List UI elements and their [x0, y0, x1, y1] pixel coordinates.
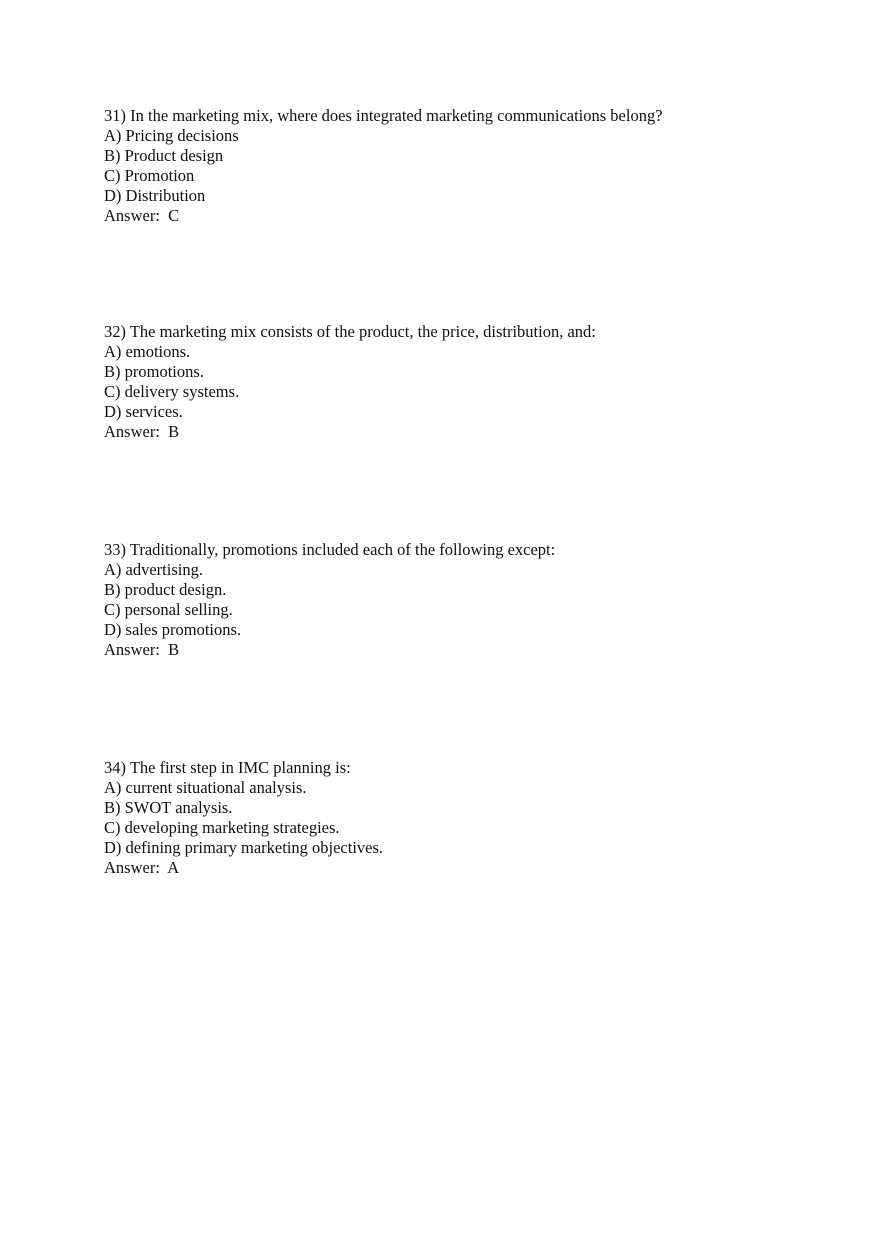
- option-a: A) current situational analysis.: [104, 778, 307, 797]
- option-c: C) Promotion: [104, 166, 195, 185]
- answer: Answer: C: [104, 206, 180, 225]
- option-d: D) sales promotions.: [104, 620, 242, 639]
- question-32: [104, 322, 804, 442]
- option-d: D) Distribution: [104, 186, 206, 205]
- question-stem: 34) The first step in IMC planning is:: [104, 758, 351, 777]
- answer: Answer: B: [104, 640, 180, 659]
- option-a: A) advertising.: [104, 560, 203, 579]
- question-stem: 32) The marketing mix consists of the product, the price, distribution, and:: [104, 322, 596, 341]
- option-a: A) Pricing decisions: [104, 126, 239, 145]
- option-b: B) SWOT analysis.: [104, 798, 233, 817]
- option-c: C) personal selling.: [104, 600, 233, 619]
- question-31: [104, 106, 804, 226]
- option-b: B) Product design: [104, 146, 224, 165]
- question-stem: 33) Traditionally, promotions included each of the following except:: [104, 540, 556, 559]
- option-b: B) promotions.: [104, 362, 204, 381]
- answer: Answer: A: [104, 858, 180, 877]
- question-34: [104, 758, 804, 878]
- option-a: A) emotions.: [104, 342, 191, 361]
- question-stem: 31) In the marketing mix, where does integrated marketing communications belong?: [104, 106, 663, 125]
- question-33: [104, 540, 804, 660]
- answer: Answer: B: [104, 422, 180, 441]
- option-c: C) developing marketing strategies.: [104, 818, 340, 837]
- option-d: D) services.: [104, 402, 183, 421]
- option-b: B) product design.: [104, 580, 227, 599]
- option-d: D) defining primary marketing objectives.: [104, 838, 384, 857]
- option-c: C) delivery systems.: [104, 382, 240, 401]
